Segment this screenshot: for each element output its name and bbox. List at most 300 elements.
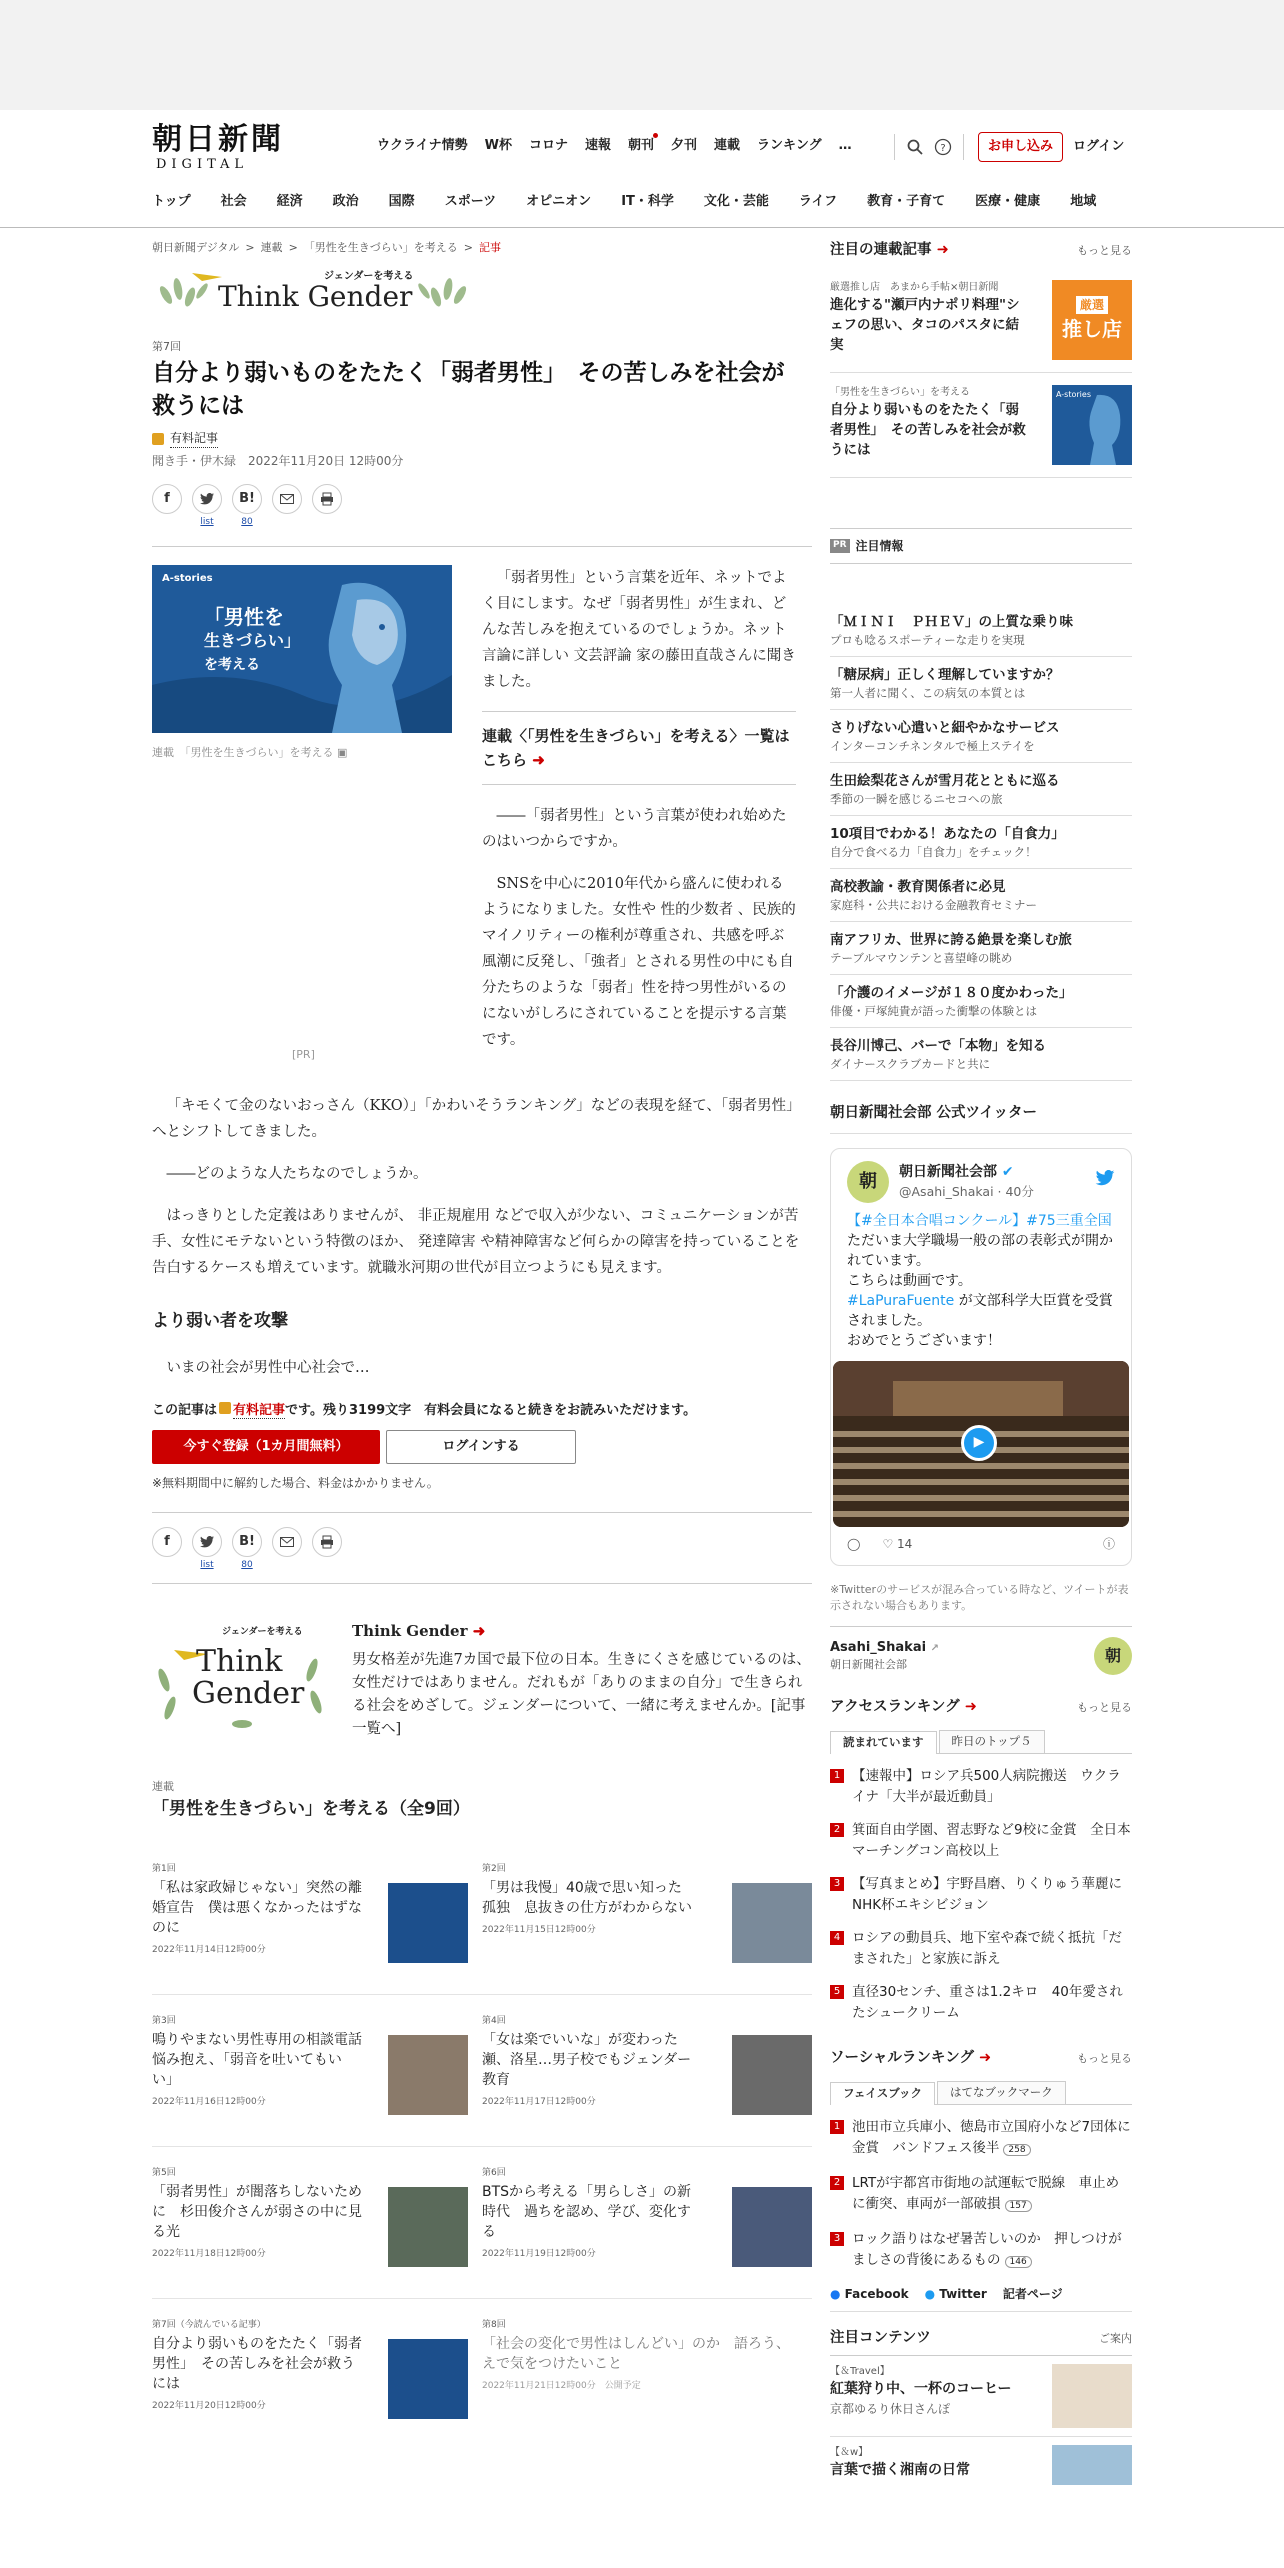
sidebar <box>830 240 1136 2493</box>
pr-item-title: 「ＭＩＮＩ ＰＨＥＶ」の上質な乗り味 <box>830 613 1073 630</box>
tweet-text <box>831 1211 1131 1351</box>
rank-title <box>852 2173 1132 2217</box>
think-gender-banner[interactable] <box>152 267 472 317</box>
rensai-heading-link[interactable] <box>830 240 949 262</box>
paid-text[interactable]: 有料記事 <box>170 429 218 448</box>
rank-title-text: 池田市立兵庫小、徳島市立国府小など7団体に金賞 バンドフェス後半 <box>852 2118 1131 2156</box>
info-icon[interactable]: ⓘ <box>1102 1536 1115 1551</box>
like-count: 14 <box>897 1536 913 1551</box>
author-name: 朝日新聞社会部 <box>899 1163 997 1180</box>
pr-item-title: 南アフリカ、世界に誇る絶景を楽しむ旅 <box>830 931 1072 948</box>
series-title-text: 「女は楽でいいな」が変わった瀬、洛星…男子校でもジェンダー教育 <box>482 2032 692 2088</box>
rank-number: 3 <box>830 2232 844 2246</box>
series-title-text: 鳴りやまない男性専用の相談電話 悩み抱え、「弱音を吐いてもいい」 <box>152 2032 376 2088</box>
think-gender-logo[interactable] <box>152 1620 332 1735</box>
think-gender-desc: 男女格差が先進7カ国で最下位の日本。生きにくさを感じているのは、女性だけではありません。だれもが「ありのままの自分」で生きられる社会をめざして。ジェンダーについて、一緒に考えませんか。[記事一覧へ] <box>352 1651 811 1737</box>
arrow-icon: ➜ <box>936 242 949 258</box>
section-nav <box>152 192 1096 212</box>
reply-icon[interactable]: ◯ <box>847 1536 861 1551</box>
account-name <box>830 1638 939 1658</box>
secnav-item[interactable]: 国際 <box>388 194 415 209</box>
hero-text <box>204 605 300 677</box>
divider <box>152 546 812 547</box>
lead-text: 「弱者男性」という言葉を近年、ネットでよく目にします。なぜ「弱者男性」が生まれ、どんな苦しみを抱えているのでしょうか。ネット言論に詳しい 文芸評論 家の藤田直哉さんに聞きました。 <box>482 570 796 690</box>
ranking-item[interactable] <box>830 2111 1132 2167</box>
subscribe-button[interactable]: お申し込み <box>978 132 1063 162</box>
think-gender-box <box>152 1620 812 1741</box>
twitter-embed <box>830 1148 1132 1566</box>
heart-icon: ♡ <box>882 1536 894 1551</box>
series-date: 2022年11月17日12時00分 <box>482 2097 596 2107</box>
topnav-item[interactable]: コロナ <box>528 138 568 153</box>
social-heading-text: ソーシャルランキング <box>830 2049 974 2066</box>
twitter-heading-text: 朝日新聞社会部 公式ツイッター <box>830 1104 1038 1121</box>
more-link[interactable]: もっと見る <box>1077 244 1132 257</box>
secnav-item[interactable]: 文化・芸能 <box>703 194 769 209</box>
hero-brand: A-stories <box>162 573 213 584</box>
pr-item-sub: インターコンチネンタルで極上ステイを <box>830 738 1035 753</box>
content-thumbnail <box>1052 2445 1132 2485</box>
twitter-account-row[interactable] <box>830 1637 1132 1675</box>
rank-title: 【速報中】ロシア兵500人病院搬送 ウクライナ「大半が最近動員」 <box>852 1767 1121 1805</box>
tab-yesterday-top5[interactable]: 昨日のトップ５ <box>939 1730 1045 1752</box>
series-title-text: 「弱者男性」が闇落ちしないために 杉田俊介さんが弱さの中に見る光 <box>152 2184 362 2240</box>
social-heading-link[interactable] <box>830 2048 991 2070</box>
article-body-right <box>482 565 796 1069</box>
search-icon[interactable] <box>901 133 929 161</box>
tab-hatena[interactable]: はてなブックマーク <box>937 2081 1066 2103</box>
more-link[interactable]: もっと見る <box>1077 1700 1132 1714</box>
social-tabs <box>830 2081 1132 2104</box>
secnav-item[interactable]: 経済 <box>276 194 303 209</box>
question-2: ――どのような人たちなのでしょうか。 <box>166 1166 428 1182</box>
new-dot <box>653 133 658 138</box>
logo-subtitle: ジェンダーを考える <box>222 1627 303 1637</box>
tweet-line: おめでとうございます！ <box>847 1332 1001 1349</box>
more-menu-icon[interactable]: … <box>838 138 852 153</box>
topnav-item[interactable]: ランキング <box>757 138 822 153</box>
hero-image[interactable] <box>152 565 452 733</box>
secnav-item[interactable]: トップ <box>152 194 191 209</box>
secnav-item[interactable]: 政治 <box>332 194 359 209</box>
pr-list <box>830 604 1132 1081</box>
pr-item-title: 「糖尿病」正しく理解していますか？ <box>830 666 1060 683</box>
secnav-item[interactable]: 教育・子育て <box>867 194 946 209</box>
logo-word: Think <box>196 1644 283 1679</box>
help-icon[interactable] <box>929 133 957 161</box>
rank-number: 1 <box>830 2120 844 2134</box>
twitter-heading <box>830 1103 1132 1134</box>
arrow-icon: ➜ <box>472 1622 486 1640</box>
account-sub: 朝日新聞社会部 <box>830 1658 907 1671</box>
trial-note: ※無料期間中に解約した場合、料金はかかりません。 <box>152 1476 439 1490</box>
share-bar-bottom <box>152 1527 812 1571</box>
pr-item-sub: ダイナースクラブカードと共に <box>830 1056 991 1071</box>
twitter-count[interactable]: list <box>200 1560 214 1570</box>
rensai-item[interactable] <box>830 268 1132 373</box>
rank-number: 4 <box>830 1931 844 1945</box>
tweet-line: ただいま大学職場一般の部の表彰式が開かれています。 <box>847 1232 1113 1269</box>
login-button[interactable]: ログインする <box>386 1430 576 1464</box>
thumb-tag: 厳選 <box>1076 296 1108 314</box>
series-label: 連載 <box>152 1779 174 1793</box>
top-nav <box>377 136 852 156</box>
breadcrumb-item[interactable]: 連載 <box>260 241 283 254</box>
series-num: 第5回 <box>152 2167 176 2178</box>
site-header <box>0 110 1284 228</box>
mail-icon[interactable] <box>272 1527 302 1557</box>
rank-title: ロシアの動員兵、地下室や森で続く抵抗「だまされた」と家族に訴え <box>852 1929 1122 1967</box>
hatena-icon[interactable]: B! <box>232 1527 262 1557</box>
pr-item-sub: テーブルマウンテンと喜望峰の眺め <box>830 950 1013 965</box>
rank-title-text: ロック語りはなぜ暑苦しいのか 押しつけがましさの背後にあるもの <box>852 2230 1122 2268</box>
series-date: 2022年11月16日12時00分 <box>152 2097 266 2107</box>
verified-icon: ✔ <box>1001 1163 1014 1180</box>
arrow-icon: ➜ <box>979 2049 992 2066</box>
hatena-count[interactable]: 80 <box>241 517 253 527</box>
banner-title: Think Gender <box>218 279 413 313</box>
register-button[interactable]: 今すぐ登録（1カ月間無料） <box>152 1430 380 1464</box>
divider <box>830 1626 1132 1627</box>
paid-article-link[interactable]: 有料記事 <box>233 1402 286 1418</box>
pr-item[interactable] <box>830 657 1132 710</box>
pr-item-sub: 季節の一瞬を感じるニセコへの旅 <box>830 791 1003 806</box>
series-num: 第1回 <box>152 1863 176 1874</box>
hero-line: 「男性を <box>204 605 284 629</box>
topnav-item[interactable] <box>628 136 654 156</box>
series-thumbnail <box>388 2339 468 2419</box>
pr-badge: PR <box>830 539 850 553</box>
content-title: 紅葉狩り中、一杯のコーヒー <box>830 2381 1012 2398</box>
print-icon[interactable] <box>312 1527 342 1557</box>
hatena-count[interactable]: 80 <box>241 1560 253 1570</box>
think-gender-title[interactable] <box>352 1620 812 1643</box>
think-gender-text <box>352 1620 812 1741</box>
lock-icon <box>219 1402 231 1414</box>
content-sub: 京都ゆるり休日さんぽ <box>830 2402 951 2417</box>
breadcrumb <box>152 240 812 257</box>
series-card[interactable] <box>152 1995 482 2147</box>
ranking-item[interactable] <box>830 1976 1132 2030</box>
twitter-icon[interactable] <box>192 484 222 514</box>
pr-item-title: 長谷川博己、バーで「本物」を知る <box>830 1037 1046 1054</box>
tweet-header <box>831 1161 1131 1203</box>
logo-main: 朝日新聞 <box>152 122 284 157</box>
subheading: より弱い者を攻撃 <box>152 1311 288 1331</box>
series-num: 第8回 <box>482 2319 506 2330</box>
pr-item[interactable] <box>830 763 1132 816</box>
print-icon[interactable] <box>312 484 342 514</box>
series-thumbnail <box>732 2035 812 2115</box>
rank-number: 1 <box>830 1769 844 1783</box>
share-count: 258 <box>1003 2144 1030 2156</box>
guide-link[interactable]: ご案内 <box>1099 2331 1132 2345</box>
series-num: 第7回（今読んでいる記事） <box>152 2319 266 2330</box>
rensai-title: 進化する"瀬戸内ナポリ料理"シェフの思い、タコのパスタに結実 <box>830 296 1020 353</box>
answer-1: SNSを中心に2010年代から盛んに使われるようになりました。女性や 性的少数者 、民族的マイノリティーの権利が尊重され、共感を呼ぶ風潮に反発し、「強者」とされる男性の中にも自分たちのような「弱者」性を持つ男性がいるのにないがしろにされていることを提示する言葉です。 <box>482 876 796 1048</box>
hero-line: 生きづらい」 <box>204 631 301 650</box>
secnav-item[interactable]: 社会 <box>220 194 247 209</box>
series-title-text: 自分より弱いものをたたく「弱者男性」 その苦しみを社会が救うには <box>152 2336 362 2392</box>
paywall-prefix: この記事は <box>152 1402 218 1418</box>
series-title-text: 「社会の変化で男性はしんどい」のか 語ろう、えで気をつけたいこと <box>482 2336 790 2372</box>
external-link-icon: ↗ <box>930 1642 939 1654</box>
series-num: 第4回 <box>482 2015 506 2026</box>
topnav-label: 朝刊 <box>628 138 655 153</box>
pr-item-title: 生田絵梨花さんが雪月花とともに巡る <box>830 772 1060 789</box>
logo-sub: DIGITAL <box>156 157 249 172</box>
avatar[interactable]: 朝 <box>847 1161 889 1203</box>
arrow-icon: ➜ <box>964 1698 977 1715</box>
ranking-item[interactable] <box>830 1922 1132 1976</box>
series-date: 2022年11月20日12時00分 <box>152 2401 266 2411</box>
tweet-hashtags[interactable]: 【#全日本合唱コンクール】#75三重全国 <box>847 1212 1112 1229</box>
reporter-page-link[interactable]: 記者ページ <box>1002 2286 1063 2301</box>
ranking-item[interactable] <box>830 2223 1132 2279</box>
content-heading <box>830 2328 1132 2350</box>
pr-item-sub: 第一人者に聞く、この病気の本質とは <box>830 685 1026 700</box>
rank-number: 2 <box>830 1823 844 1837</box>
avatar: 朝 <box>1094 1637 1132 1675</box>
series-card-upcoming <box>482 2299 812 2451</box>
pr-item-title: 「介護のイメージが１８０度かわった」 <box>830 984 1073 1001</box>
series-date: 2022年11月18日12時00分 <box>152 2249 266 2259</box>
series-date: 2022年11月21日12時00分 公開予定 <box>482 2381 641 2391</box>
twitter-note: ※Twitterのサービスが混み合っている時など、ツイートが表示されない場合もあります。 <box>830 1582 1129 1612</box>
caption-text: 連載 「男性を生きづらい」を考える <box>152 746 334 759</box>
rensai-thumbnail <box>1052 280 1132 360</box>
rank-number: 5 <box>830 1985 844 1999</box>
secnav-item[interactable]: スポーツ <box>444 194 497 209</box>
twitter-bird-icon[interactable] <box>1095 1170 1115 1193</box>
social-ranking-heading <box>830 2048 1132 2070</box>
share-count: 146 <box>1005 2256 1032 2268</box>
series-title-text: 「男は我慢」40歳で思い知った孤独 息抜きの仕方がわからない <box>482 1880 692 1916</box>
rank-number: 2 <box>830 2176 844 2190</box>
pr-heading <box>830 528 1132 564</box>
pr-item[interactable] <box>830 975 1132 1028</box>
series-date: 2022年11月14日12時00分 <box>152 1945 266 1955</box>
article-top-block <box>152 565 812 1093</box>
rank-title: 【写真まとめ】宇野昌磨、りくりゅう華麗に NHK杯エキシビジョン <box>852 1875 1136 1913</box>
gallery-icon[interactable]: ▣ <box>337 746 348 759</box>
social-list <box>830 2111 1132 2279</box>
tweet-video[interactable] <box>833 1361 1129 1527</box>
like-button[interactable] <box>882 1535 912 1553</box>
login-link[interactable]: ログイン <box>1073 139 1125 155</box>
series-list-link[interactable] <box>482 711 796 785</box>
pr-item-sub: 俳優・戸塚純貴が語った衝撃の体験とは <box>830 1003 1037 1018</box>
breadcrumb-current: 記事 <box>479 241 501 254</box>
breadcrumb-sep: > <box>245 241 255 254</box>
tweet-line: こちらは動画です。 <box>847 1272 972 1289</box>
rank-title <box>852 2117 1132 2161</box>
pr-item[interactable] <box>830 710 1132 763</box>
lead-paragraph <box>482 565 796 695</box>
teaser <box>152 1355 812 1381</box>
teaser-text: いまの社会が男性中心社会で… <box>166 1359 370 1376</box>
social-links <box>830 2285 1132 2312</box>
ranking-item[interactable] <box>830 1814 1132 1868</box>
series-card[interactable] <box>482 2147 812 2299</box>
series-date: 2022年11月15日12時00分 <box>482 1925 596 1935</box>
rensai-thumbnail <box>1052 385 1132 465</box>
rank-title: 直径30センチ、重さは1.2キロ 40年愛されたシュークリーム <box>852 1983 1123 2021</box>
paid-label <box>152 429 812 448</box>
twitter-link[interactable] <box>925 2285 987 2303</box>
access-tabs <box>830 1730 1132 1753</box>
twitter-count[interactable]: list <box>200 517 214 527</box>
logo-word: Gender <box>192 1676 305 1711</box>
pr-item[interactable] <box>830 1028 1132 1081</box>
rensai-title: 自分より弱いものをたたく「弱者男性」 その苦しみを社会が救うには <box>830 401 1026 458</box>
pr-item-sub: プロも唸るスポーティーな走りを実現 <box>830 632 1025 647</box>
secnav-item[interactable]: 医療・健康 <box>975 194 1041 209</box>
rank-title: 箕面自由学園、習志野など9校に金賞 全日本マーチングコン高校以上 <box>852 1821 1131 1859</box>
byline: 聞き手・伊木緑 2022年11月20日 12時00分 <box>152 454 404 468</box>
secnav-item[interactable]: ライフ <box>798 194 838 209</box>
topnav-item[interactable]: 連載 <box>714 138 741 153</box>
content-kicker: 【＆w】 <box>830 2447 869 2459</box>
rensai-heading-text: 注目の連載記事 <box>830 242 932 258</box>
series-title-text: BTSから考える「男らしさ」の新時代 過ちを認め、学び、変化する <box>482 2184 692 2240</box>
topnav-item[interactable]: ウクライナ情勢 <box>377 138 468 153</box>
tweet-actions <box>831 1527 1131 1553</box>
series-grid <box>152 1843 812 2451</box>
topnav-item[interactable]: 夕刊 <box>671 138 698 153</box>
article-title: 自分より弱いものをたたく「弱者男性」 その苦しみを社会が救うには <box>152 360 785 419</box>
content-title: 言葉で描く湘南の日常 <box>830 2462 970 2479</box>
series-card-current[interactable] <box>152 2299 482 2451</box>
account-name-text: Asahi_Shakai <box>830 1639 927 1655</box>
article-body <box>152 1093 802 1281</box>
pr-item-sub: 家庭科・公共における金融教育セミナー <box>830 897 1037 912</box>
access-ranking-heading <box>830 1697 1132 1719</box>
secnav-item[interactable]: オピニオン <box>526 194 592 209</box>
ranking-item[interactable] <box>830 1868 1136 1922</box>
series-date: 2022年11月19日12時00分 <box>482 2249 596 2259</box>
breadcrumb-item[interactable]: 「男性を生きづらい」を考える <box>303 241 458 254</box>
header-tools <box>888 132 1124 162</box>
rensai-item[interactable] <box>830 373 1132 478</box>
share-bar <box>152 484 812 528</box>
answer-2: はっきりとした定義はありませんが、 非正規雇用 などで収入が少ない、コミュニケーションが苦手、女性にモテないという特徴のほか、 発達障害 や精神障害など何らかの障害を持っていることを告白するケースも増えています。就職氷河期の世代が目立つようにも見えます。 <box>152 1208 800 1276</box>
tweet-hashtag[interactable]: #LaPuraFuente <box>847 1292 955 1309</box>
paywall-rest: です。残り3199文字 有料会員になると続きをお読みいただけます。 <box>285 1402 697 1418</box>
pr-item[interactable] <box>830 604 1132 657</box>
content-heading-text: 注目コンテンツ <box>830 2329 931 2346</box>
series-num: 第2回 <box>482 1863 506 1874</box>
facebook-icon: ● <box>830 2286 841 2301</box>
divider <box>894 134 895 160</box>
pr-item[interactable] <box>830 922 1132 975</box>
facebook-icon[interactable]: f <box>152 1527 182 1557</box>
image-caption <box>152 745 347 762</box>
rank-number: 3 <box>830 1877 844 1891</box>
access-list <box>830 1760 1136 2030</box>
content-item[interactable] <box>830 2356 1132 2437</box>
hatena-icon[interactable]: B! <box>232 484 262 514</box>
ranking-item[interactable] <box>830 1760 1132 1814</box>
access-heading-link[interactable] <box>830 1697 977 1719</box>
thumb-text: 推し店 <box>1062 316 1122 341</box>
lock-icon <box>152 433 164 445</box>
pr-item[interactable] <box>830 869 1132 922</box>
series-thumbnail <box>732 2187 812 2267</box>
play-icon[interactable]: ▶ <box>961 1425 997 1461</box>
question-1: ――「弱者男性」という言葉が使われ始めたのはいつからですか。 <box>482 808 787 850</box>
top-ad-area <box>0 0 1284 110</box>
thumb-brand: A-stories <box>1056 389 1091 399</box>
site-logo[interactable] <box>152 122 284 172</box>
main-column <box>152 240 812 2451</box>
series-num: 第6回 <box>482 2167 506 2178</box>
twitter-link-text: Twitter <box>939 2286 987 2301</box>
breadcrumb-sep: > <box>463 241 473 254</box>
twitter-icon: ● <box>924 2286 936 2301</box>
series-thumbnail <box>388 2035 468 2115</box>
share-count: 157 <box>1005 2200 1032 2212</box>
access-heading-text: アクセスランキング <box>830 1698 960 1715</box>
ranking-item[interactable] <box>830 2167 1132 2223</box>
series-card[interactable] <box>152 2147 482 2299</box>
divider <box>152 1583 812 1584</box>
pr-item-sub: 自分で食べる力「自食力」をチェック！ <box>830 844 1037 859</box>
tab-most-read[interactable]: 読まれています <box>830 1731 937 1753</box>
facebook-link[interactable] <box>830 2285 909 2303</box>
mail-icon[interactable] <box>272 484 302 514</box>
rensai-kicker: 厳選推し店 あまから手帖×朝日新聞 <box>830 281 999 293</box>
arrow-icon: ➜ <box>532 751 545 769</box>
content-kicker: 【＆Travel】 <box>830 2366 890 2378</box>
series-card[interactable] <box>482 1995 812 2147</box>
breadcrumb-item[interactable]: 朝日新聞デジタル <box>152 241 240 254</box>
answer-1b: 「キモくて金のないおっさん（KKO）」「かわいそうランキング」などの表現を経て、「弱者男性」へとシフトしてきました。 <box>152 1098 801 1140</box>
tweet-author[interactable] <box>899 1162 1085 1202</box>
rank-title <box>852 2229 1132 2273</box>
secnav-item[interactable]: IT・科学 <box>621 194 674 209</box>
series-title-text: 「私は家政婦じゃない」突然の離婚宣告 僕は悪くなかったはずなのに <box>152 1880 362 1936</box>
rensai-heading <box>830 240 1132 262</box>
hero-line: を考える <box>204 657 260 673</box>
series-thumbnail <box>388 2187 468 2267</box>
more-link[interactable]: もっと見る <box>1077 2051 1132 2065</box>
content-item[interactable] <box>830 2437 1132 2493</box>
pr-item[interactable] <box>830 816 1132 869</box>
content-thumbnail <box>1052 2364 1132 2428</box>
secnav-item[interactable]: 地域 <box>1070 194 1097 209</box>
rensai-kicker: 「男性を生きづらい」を考える <box>830 386 970 398</box>
pr-title: 注目情報 <box>855 538 904 553</box>
twitter-icon[interactable] <box>192 1527 222 1557</box>
series-card[interactable] <box>152 1843 482 1995</box>
topnav-item[interactable]: W杯 <box>484 138 512 153</box>
breadcrumb-sep: > <box>288 241 298 254</box>
series-thumbnail <box>388 1883 468 1963</box>
pr-item-title: さりげない心遣いと細やかなサービス <box>830 719 1060 736</box>
tg-title-text: Think Gender <box>352 1622 468 1640</box>
paywall-message <box>152 1401 812 1421</box>
rank-title-text: LRTが宇都宮市街地の試運転で脱線 車止めに衝突、車両が一部破損 <box>852 2174 1120 2212</box>
tab-facebook[interactable]: フェイスブック <box>830 2082 935 2104</box>
pr-label: [PR] <box>292 1048 315 1061</box>
topnav-item[interactable]: 速報 <box>584 138 611 153</box>
series-card[interactable] <box>482 1843 812 1995</box>
series-num: 第3回 <box>152 2015 176 2026</box>
series-title: 「男性を生きづらい」を考える（全9回） <box>152 1799 470 1819</box>
facebook-icon[interactable]: f <box>152 484 182 514</box>
series-link-text: 連載〈「男性を生きづらい」を考える〉一覧はこちら <box>482 727 790 769</box>
